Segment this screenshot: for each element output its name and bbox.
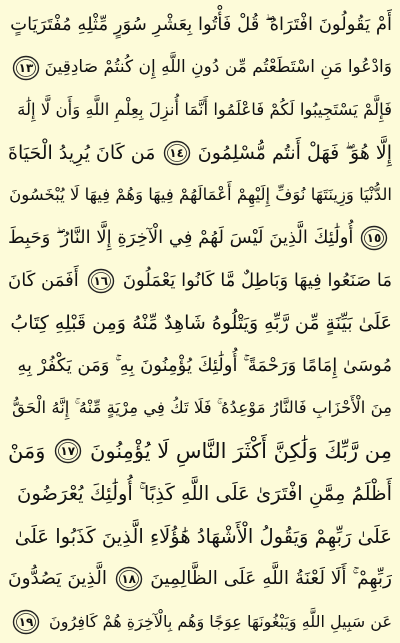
verse-text: مِن رَّبِّكَ وَلَٰكِنَّ أَكْثَرَ النَّاسِ لَا يُؤْمِنُونَ — [90, 438, 392, 463]
verse-line — [8, 345, 392, 388]
verse-line — [8, 387, 392, 430]
verse-text: وَمَنْ — [8, 438, 46, 463]
ayah-marker — [163, 140, 191, 166]
verse-text: أَظْلَمُ مِمَّنِ افْتَرَىٰ عَلَى اللَّهِ كَذِبًا ۚ أُولَٰئِكَ يُعْرَضُونَ — [17, 482, 392, 506]
ayah-marker — [12, 55, 40, 81]
verse-line — [8, 600, 392, 643]
ayah-number: ١٣ — [18, 60, 34, 75]
ayah-number: ١٨ — [121, 572, 136, 587]
ayah-number: ١٧ — [60, 444, 76, 459]
verse-text: فَإِلَّمْ يَسْتَجِيبُوا لَكُمْ فَاعْلَمُوا أَنَّمَا أُنزِلَ بِعِلْمِ اللَّهِ وَأَن لَّا إِلَٰهَ — [17, 100, 392, 120]
verse-text: أَفَمَن كَانَ — [8, 269, 79, 291]
verse-text: الدُّنْيَا وَزِينَتَهَا نُوَفِّ إِلَيْهِمْ أَعْمَالَهُمْ فِيهَا وَهُمْ فِيهَا لَا يُبْخَسُونَ — [9, 185, 392, 205]
verse-text: أَمْ يَقُولُونَ افْتَرَاهُ ۖ قُلْ فَأْتُوا بِعَشْرِ سُوَرٍ مِّثْلِهِ مُفْتَرَيَاتٍ — [10, 14, 392, 36]
ayah-marker — [115, 566, 143, 592]
ayah-marker — [87, 268, 115, 294]
ayah-number: ١٦ — [93, 273, 109, 288]
verse-line — [8, 47, 392, 90]
verse-line — [8, 174, 392, 217]
verse-line — [8, 260, 392, 303]
verse-line — [8, 302, 392, 345]
verse-text: مَن كَانَ يُرِيدُ الْحَيَاةَ — [8, 141, 156, 164]
verse-text: رَبِّهِمْ ۚ أَلَا لَعْنَةُ اللَّهِ عَلَى الظَّالِمِينَ — [150, 567, 392, 589]
verse-text: وَادْعُوا مَنِ اسْتَطَعْتُم مِّن دُونِ اللَّهِ إِن كُنتُمْ صَادِقِينَ — [44, 57, 392, 78]
verse-text: إِلَّا هُوَ ۖ فَهَلْ أَنتُم مُّسْلِمُونَ — [197, 141, 392, 164]
verse-text: مِنَ الْأَحْزَابِ فَالنَّارُ مَوْعِدُهُ ۚ فَلَا تَكُ فِي مِرْيَةٍ مِّنْهُ ۚ إِنَّهُ الْحَقُّ — [12, 398, 392, 418]
ayah-marker — [360, 225, 388, 251]
ayah-number: ١٤ — [169, 146, 184, 161]
ayah-marker — [54, 438, 82, 464]
verse-line — [8, 515, 392, 558]
verse-line — [8, 132, 392, 175]
verse-text: مُوسَىٰ إِمَامًا وَرَحْمَةً ۚ أُولَٰئِكَ يُؤْمِنُونَ بِهِ ۚ وَمَن يَكْفُرْ بِهِ — [17, 355, 392, 377]
verse-text: مَا صَنَعُوا فِيهَا وَبَاطِلٌ مَّا كَانُوا يَعْمَلُونَ — [122, 269, 392, 291]
verse-line — [8, 217, 392, 260]
verse-text: عَن سَبِيلِ اللَّهِ وَيَبْغُونَهَا عِوَجًا وَهُم بِالْآخِرَةِ هُمْ كَافِرُونَ — [49, 611, 392, 631]
verse-line — [8, 4, 392, 47]
ayah-number: ١٥ — [366, 231, 382, 246]
verse-text: عَلَىٰ رَبِّهِمْ وَيَقُولُ الْأَشْهَادُ هَٰؤُلَاءِ الَّذِينَ كَذَبُوا عَلَىٰ — [14, 524, 392, 548]
ayah-number: ١٩ — [18, 614, 34, 629]
verse-line — [8, 558, 392, 601]
verse-line — [8, 473, 392, 516]
verse-line — [8, 430, 392, 473]
ayah-marker — [12, 609, 40, 635]
verse-text: الَّذِينَ يَصُدُّونَ — [8, 567, 108, 589]
verse-line — [8, 89, 392, 132]
verse-text: أُولَٰئِكَ الَّذِينَ لَيْسَ لَهُمْ فِي الْآخِرَةِ إِلَّا النَّارُ ۖ وَحَبِطَ — [8, 227, 354, 249]
verse-text: عَلَىٰ بَيِّنَةٍ مِّن رَّبِّهِ وَيَتْلُوهُ شَاهِدٌ مِّنْهُ وَمِن قَبْلِهِ كِتَابُ — [10, 311, 392, 334]
